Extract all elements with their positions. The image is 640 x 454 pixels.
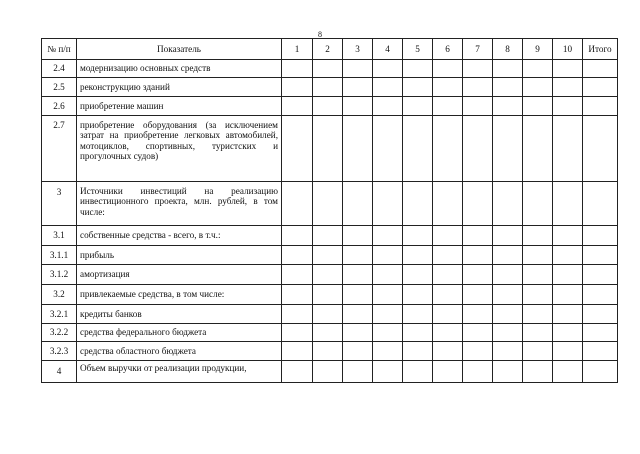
value-cell <box>463 182 493 226</box>
table-row <box>42 60 618 78</box>
value-cell <box>373 285 403 305</box>
value-cell <box>403 265 433 285</box>
value-cell <box>282 324 313 342</box>
value-cell <box>343 361 373 383</box>
table-row <box>42 265 618 285</box>
value-cell <box>403 97 433 116</box>
total-cell <box>583 361 618 383</box>
value-cell <box>313 226 343 246</box>
value-cell <box>403 246 433 265</box>
row-indicator: средства федерального бюджета <box>77 324 282 342</box>
value-cell <box>282 285 313 305</box>
value-cell <box>313 305 343 324</box>
value-cell <box>343 342 373 361</box>
value-cell <box>373 182 403 226</box>
value-cell <box>403 305 433 324</box>
value-cell <box>433 324 463 342</box>
value-cell <box>523 324 553 342</box>
value-cell <box>403 324 433 342</box>
value-cell <box>463 265 493 285</box>
value-cell <box>553 78 583 97</box>
value-cell <box>523 285 553 305</box>
value-cell <box>313 361 343 383</box>
value-cell <box>373 116 403 182</box>
value-cell <box>403 60 433 78</box>
value-cell <box>313 60 343 78</box>
value-cell <box>433 265 463 285</box>
value-cell <box>523 97 553 116</box>
value-cell <box>553 97 583 116</box>
header-cell-period-10: 10 <box>553 39 583 60</box>
value-cell <box>463 361 493 383</box>
table-row <box>42 361 618 383</box>
value-cell <box>343 116 373 182</box>
row-number: 3.1 <box>42 226 77 246</box>
value-cell <box>343 60 373 78</box>
value-cell <box>493 324 523 342</box>
value-cell <box>313 265 343 285</box>
value-cell <box>282 182 313 226</box>
header-cell-period-6: 6 <box>433 39 463 60</box>
value-cell <box>493 285 523 305</box>
value-cell <box>433 116 463 182</box>
value-cell <box>523 226 553 246</box>
value-cell <box>433 182 463 226</box>
value-cell <box>373 324 403 342</box>
header-cell-indicator: Показатель <box>77 39 282 60</box>
total-cell <box>583 182 618 226</box>
value-cell <box>373 97 403 116</box>
value-cell <box>403 226 433 246</box>
header-cell-period-2: 2 <box>313 39 343 60</box>
row-indicator: прибыль <box>77 246 282 265</box>
value-cell <box>523 78 553 97</box>
value-cell <box>463 324 493 342</box>
value-cell <box>493 60 523 78</box>
value-cell <box>553 246 583 265</box>
value-cell <box>403 285 433 305</box>
value-cell <box>282 305 313 324</box>
row-indicator: кредиты банков <box>77 305 282 324</box>
row-indicator: собственные средства - всего, в т.ч.: <box>77 226 282 246</box>
header-cell-period-7: 7 <box>463 39 493 60</box>
value-cell <box>282 97 313 116</box>
row-indicator: привлекаемые средства, в том числе: <box>77 285 282 305</box>
value-cell <box>433 246 463 265</box>
total-cell <box>583 342 618 361</box>
value-cell <box>282 60 313 78</box>
row-number: 3.2.2 <box>42 324 77 342</box>
value-cell <box>403 182 433 226</box>
total-cell <box>583 78 618 97</box>
value-cell <box>553 265 583 285</box>
value-cell <box>553 60 583 78</box>
value-cell <box>523 246 553 265</box>
value-cell <box>493 182 523 226</box>
header-cell-total: Итого <box>583 39 618 60</box>
row-number: 2.6 <box>42 97 77 116</box>
value-cell <box>433 305 463 324</box>
row-indicator: Объем выручки от реализации продукции, <box>77 361 282 383</box>
value-cell <box>463 305 493 324</box>
row-indicator: приобретение оборудования (за исключением затрат на приобретение легковых автомобилей, мотоциклов, спортивных, туристских и прогулочных судов) <box>77 116 282 182</box>
value-cell <box>282 265 313 285</box>
indicator-table <box>41 38 618 383</box>
value-cell <box>343 182 373 226</box>
value-cell <box>373 246 403 265</box>
value-cell <box>463 342 493 361</box>
value-cell <box>373 265 403 285</box>
total-cell <box>583 97 618 116</box>
header-cell-period-3: 3 <box>343 39 373 60</box>
row-number: 3.1.1 <box>42 246 77 265</box>
value-cell <box>343 97 373 116</box>
value-cell <box>373 60 403 78</box>
value-cell <box>433 97 463 116</box>
value-cell <box>463 285 493 305</box>
row-number: 3 <box>42 182 77 226</box>
total-cell <box>583 305 618 324</box>
value-cell <box>282 246 313 265</box>
row-number: 2.4 <box>42 60 77 78</box>
row-number: 3.2 <box>42 285 77 305</box>
table-row <box>42 226 618 246</box>
value-cell <box>343 226 373 246</box>
value-cell <box>313 78 343 97</box>
header-row <box>42 39 618 60</box>
value-cell <box>523 116 553 182</box>
table-row <box>42 182 618 226</box>
header-cell-period-9: 9 <box>523 39 553 60</box>
value-cell <box>403 78 433 97</box>
value-cell <box>523 265 553 285</box>
row-indicator: модернизацию основных средств <box>77 60 282 78</box>
table-row <box>42 97 618 116</box>
page-number: 8 <box>318 30 322 39</box>
value-cell <box>493 342 523 361</box>
value-cell <box>493 305 523 324</box>
value-cell <box>463 246 493 265</box>
value-cell <box>553 285 583 305</box>
value-cell <box>493 97 523 116</box>
value-cell <box>373 361 403 383</box>
value-cell <box>553 116 583 182</box>
value-cell <box>433 226 463 246</box>
value-cell <box>282 361 313 383</box>
value-cell <box>523 342 553 361</box>
total-cell <box>583 246 618 265</box>
value-cell <box>313 246 343 265</box>
value-cell <box>343 246 373 265</box>
table-row <box>42 116 618 182</box>
value-cell <box>403 342 433 361</box>
value-cell <box>493 361 523 383</box>
value-cell <box>373 78 403 97</box>
value-cell <box>523 361 553 383</box>
value-cell <box>493 116 523 182</box>
value-cell <box>553 305 583 324</box>
value-cell <box>463 226 493 246</box>
table-row <box>42 246 618 265</box>
total-cell <box>583 265 618 285</box>
value-cell <box>493 246 523 265</box>
value-cell <box>282 116 313 182</box>
value-cell <box>553 182 583 226</box>
value-cell <box>373 226 403 246</box>
value-cell <box>463 97 493 116</box>
total-cell <box>583 285 618 305</box>
total-cell <box>583 60 618 78</box>
value-cell <box>343 265 373 285</box>
total-cell <box>583 226 618 246</box>
value-cell <box>313 182 343 226</box>
value-cell <box>523 182 553 226</box>
value-cell <box>313 97 343 116</box>
table-row <box>42 305 618 324</box>
row-indicator: Источники инвестиций на реализацию инвестиционного проекта, млн. рублей, в том числе: <box>77 182 282 226</box>
value-cell <box>343 324 373 342</box>
value-cell <box>553 342 583 361</box>
row-number: 3.2.1 <box>42 305 77 324</box>
value-cell <box>553 324 583 342</box>
table-row <box>42 285 618 305</box>
value-cell <box>313 324 343 342</box>
row-number: 4 <box>42 361 77 383</box>
header-cell-period-8: 8 <box>493 39 523 60</box>
value-cell <box>282 226 313 246</box>
value-cell <box>313 285 343 305</box>
table-row <box>42 342 618 361</box>
table-row <box>42 324 618 342</box>
value-cell <box>433 342 463 361</box>
value-cell <box>403 361 433 383</box>
header-cell-period-4: 4 <box>373 39 403 60</box>
table-row <box>42 78 618 97</box>
value-cell <box>463 116 493 182</box>
value-cell <box>343 305 373 324</box>
header-cell-period-5: 5 <box>403 39 433 60</box>
value-cell <box>373 305 403 324</box>
value-cell <box>523 305 553 324</box>
value-cell <box>433 78 463 97</box>
row-number: 2.7 <box>42 116 77 182</box>
row-indicator: приобретение машин <box>77 97 282 116</box>
value-cell <box>463 78 493 97</box>
header-cell-number: № п/п <box>42 39 77 60</box>
value-cell <box>493 78 523 97</box>
value-cell <box>313 342 343 361</box>
value-cell <box>553 361 583 383</box>
row-number: 3.1.2 <box>42 265 77 285</box>
total-cell <box>583 116 618 182</box>
value-cell <box>282 78 313 97</box>
value-cell <box>373 342 403 361</box>
header-cell-period-1: 1 <box>282 39 313 60</box>
value-cell <box>523 60 553 78</box>
value-cell <box>433 285 463 305</box>
value-cell <box>493 265 523 285</box>
row-number: 3.2.3 <box>42 342 77 361</box>
value-cell <box>403 116 433 182</box>
value-cell <box>493 226 523 246</box>
value-cell <box>553 226 583 246</box>
total-cell <box>583 324 618 342</box>
value-cell <box>313 116 343 182</box>
row-indicator: амортизация <box>77 265 282 285</box>
row-indicator: средства областного бюджета <box>77 342 282 361</box>
row-indicator: реконструкцию зданий <box>77 78 282 97</box>
value-cell <box>343 285 373 305</box>
row-number: 2.5 <box>42 78 77 97</box>
value-cell <box>282 342 313 361</box>
value-cell <box>463 60 493 78</box>
value-cell <box>343 78 373 97</box>
value-cell <box>433 60 463 78</box>
value-cell <box>433 361 463 383</box>
